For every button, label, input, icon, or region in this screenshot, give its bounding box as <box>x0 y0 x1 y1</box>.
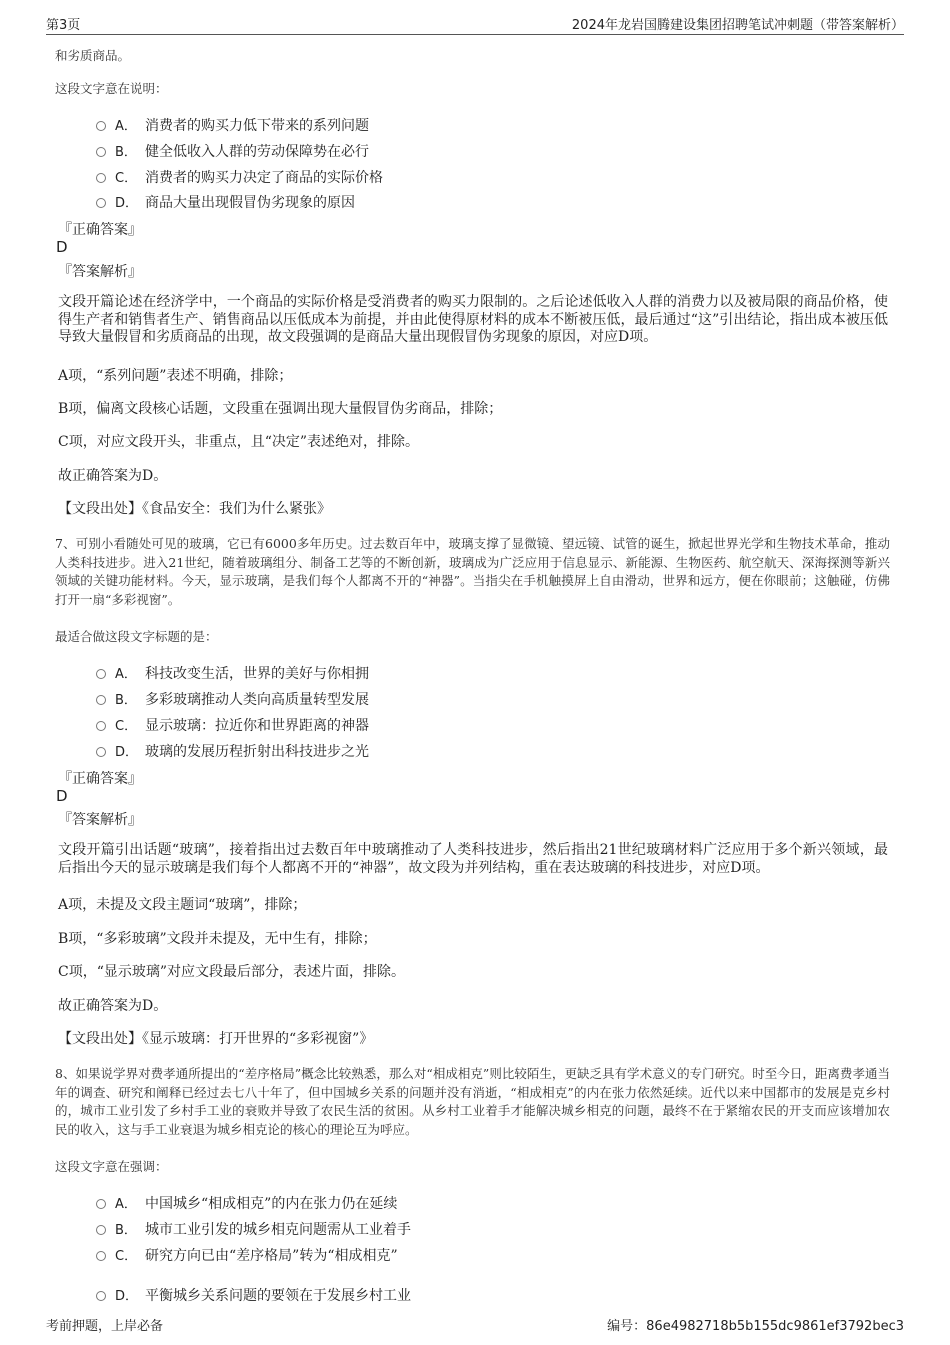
q7-answer: D <box>56 787 68 805</box>
q6-option-d[interactable]: D． 商品大量出现假冒伪劣现象的原因 <box>96 192 355 212</box>
q6-option-b[interactable]: B． 健全低收入人群的劳动保障势在必行 <box>96 141 369 161</box>
radio-icon[interactable] <box>96 1251 106 1261</box>
page-footer <box>46 1310 904 1340</box>
q7-prompt: 最适合做这段文字标题的是： <box>55 629 218 644</box>
radio-icon[interactable] <box>96 147 106 157</box>
q7-option-a[interactable]: A． 科技改变生活，世界的美好与你相拥 <box>96 663 369 683</box>
q6-stem-continued: 和劣质商品。 <box>55 48 131 63</box>
q6-analysis-c: C项，对应文段开头，非重点，且“决定”表述绝对，排除。 <box>58 434 420 450</box>
q7-source: 【文段出处】《显示玻璃：打开世界的“多彩视窗”》 <box>58 1031 374 1047</box>
radio-icon[interactable] <box>96 1291 106 1301</box>
footer-slogan: 考前押题，上岸必备 <box>46 1319 164 1334</box>
q6-analysis: 文段开篇论述在经济学中，一个商品的实际价格是受消费者的购买力限制的。之后论述低收入人群的消费力以及被局限的商品价格，使得生产者和销售者生产、销售商品以压低成本为前提，并由此使得原材料的成本不断被压低，最后通过“这”引出结论，指出成本被压低导致大量假冒和劣质商品的出现，故文段强调的是商品大量出现假冒伪劣现象的原因，对应D项。 <box>58 294 888 345</box>
q6-conclusion: 故正确答案为D。 <box>58 468 168 484</box>
radio-icon[interactable] <box>96 721 106 731</box>
q7-stem: 7、可别小看随处可见的玻璃，它已有6000多年历史。过去数百年中，玻璃支撑了显微镜、望远镜、试管的诞生，掀起世界光学和生物技术革命，推动人类科技进步。进入21世纪，随着玻璃组分、制备工艺等的不断创新，玻璃成为广泛应用于信息显示、新能源、生物医药、航空航天、深海探测等新兴领域的关键功能材料。今天，显示玻璃，是我们每个人都离不开的“神器”。当指尖在手机触摸屏上自由滑动，世界和远方，便在你眼前；这触碰，仿佛打开一扇“多彩视窗”。 <box>55 536 890 607</box>
radio-icon[interactable] <box>96 747 106 757</box>
q7-analysis: 文段开篇引出话题“玻璃”，接着指出过去数百年中玻璃推动了人类科技进步，然后指出21世纪玻璃材料广泛应用于多个新兴领域，最后指出今天的显示玻璃是我们每个人都离不开的“神器”，故文段为并列结构，重在表达玻璃的科技进步，对应D项。 <box>58 842 888 876</box>
q8-option-c[interactable]: C． 研究方向已由“差序格局”转为“相成相克” <box>96 1245 398 1265</box>
q8-option-b[interactable]: B． 城市工业引发的城乡相克问题需从工业着手 <box>96 1219 411 1239</box>
q7-conclusion: 故正确答案为D。 <box>58 998 168 1014</box>
radio-icon[interactable] <box>96 1225 106 1235</box>
q7-analysis-a: A项，未提及文段主题词“玻璃”，排除； <box>58 897 307 913</box>
radio-icon[interactable] <box>96 173 106 183</box>
q8-option-d[interactable]: D． 平衡城乡关系问题的要领在于发展乡村工业 <box>96 1285 411 1305</box>
q6-answer: D <box>56 238 68 256</box>
q7-analysis-label: 『答案解析』 <box>58 812 142 828</box>
q7-option-b[interactable]: B． 多彩玻璃推动人类向高质量转型发展 <box>96 689 369 709</box>
q7-option-c[interactable]: C． 显示玻璃：拉近你和世界距离的神器 <box>96 715 369 735</box>
q6-option-c[interactable]: C． 消费者的购买力决定了商品的实际价格 <box>96 167 383 187</box>
q6-prompt: 这段文字意在说明： <box>55 81 168 96</box>
q6-analysis-b: B项，偏离文段核心话题，文段重在强调出现大量假冒伪劣商品，排除； <box>58 401 503 417</box>
q7-analysis-c: C项，“显示玻璃”对应文段最后部分，表述片面，排除。 <box>58 964 406 980</box>
q8-prompt: 这段文字意在强调： <box>55 1159 168 1174</box>
q6-analysis-label: 『答案解析』 <box>58 264 142 280</box>
radio-icon[interactable] <box>96 669 106 679</box>
q6-option-a[interactable]: A． 消费者的购买力低下带来的系列问题 <box>96 115 369 135</box>
q7-option-d[interactable]: D． 玻璃的发展历程折射出科技进步之光 <box>96 741 369 761</box>
q6-source: 【文段出处】《食品安全：我们为什么紧张》 <box>58 501 331 517</box>
q7-analysis-b: B项，“多彩玻璃”文段并未提及，无中生有，排除； <box>58 931 377 947</box>
radio-icon[interactable] <box>96 1199 106 1209</box>
document-id: 编号：86e4982718b5b155dc9861ef3792bec3 <box>607 1319 904 1334</box>
q6-analysis-a: A项，“系列问题”表述不明确，排除； <box>58 368 293 384</box>
q6-correct-label: 『正确答案』 <box>58 222 142 238</box>
q7-correct-label: 『正确答案』 <box>58 771 142 787</box>
radio-icon[interactable] <box>96 121 106 131</box>
radio-icon[interactable] <box>96 198 106 208</box>
q8-option-a[interactable]: A． 中国城乡“相成相克”的内在张力仍在延续 <box>96 1193 397 1213</box>
page-number: 第3页 <box>46 18 81 33</box>
document-title: 2024年龙岩国腾建设集团招聘笔试冲刺题（带答案解析） <box>571 18 904 33</box>
radio-icon[interactable] <box>96 695 106 705</box>
page-header <box>46 0 904 35</box>
q8-stem: 8、如果说学界对费孝通所提出的“差序格局”概念比较熟悉，那么对“相成相克”则比较陌生，更缺乏具有学术意义的专门研究。时至今日，距离费孝通当年的调查、研究和阐释已经过去七八十年了，但中国城乡关系的问题并没有消逝，“相成相克”的内在张力依然延续。近代以来中国都市的发展是克乡村的，城市工业引发了乡村手工业的衰败并导致了农民生活的贫困。从乡村工业着手才能解决城乡相克的问题，最终不在于紧缩农民的开支而应该增加农民的收入，这与手工业衰退为城乡相克论的核心的理论互为呼应。 <box>55 1066 890 1137</box>
